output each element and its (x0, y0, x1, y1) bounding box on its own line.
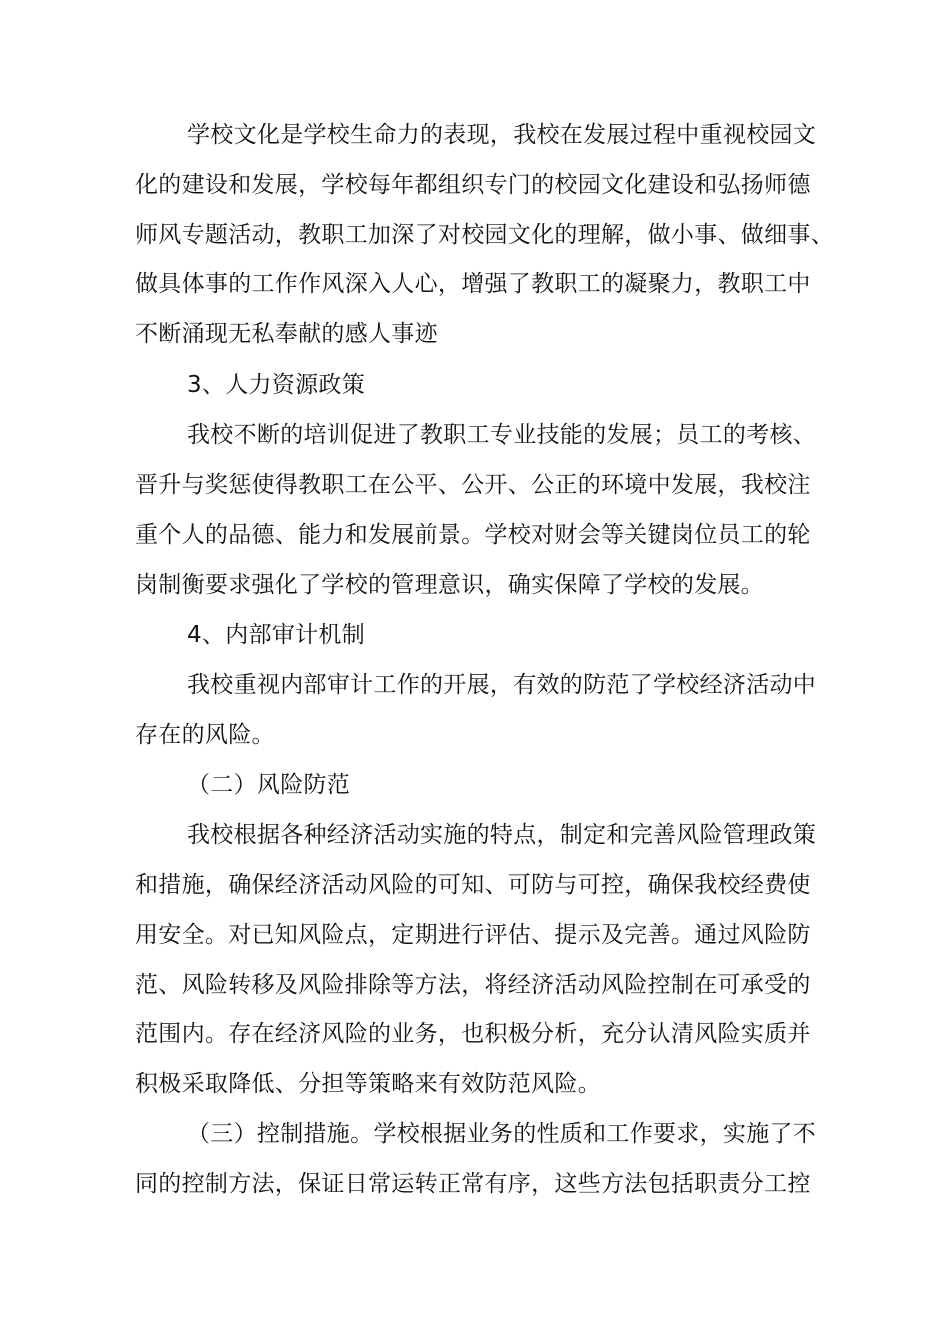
paragraph-line: 化的建设和发展，学校每年都组织专门的校园文化建设和弘扬师德 (135, 172, 811, 198)
paragraph-line: 范、风险转移及风险排除等方法，将经济活动风险控制在可承受的 (135, 972, 811, 998)
paragraph-line: 师风专题活动，教职工加深了对校园文化的理解，做小事、做细事、 (135, 222, 834, 248)
paragraph-line: 我校根据各种经济活动实施的特点，制定和完善风险管理政策 (187, 822, 817, 848)
paragraph-line: 重个人的品德、能力和发展前景。学校对财会等关键岗位员工的轮 (135, 522, 811, 548)
paragraph-line: 做具体事的工作作风深入人心，增强了教职工的凝聚力，教职工中 (135, 271, 811, 297)
section-heading: （二）风险防范 (187, 772, 351, 798)
paragraph-line: 不断涌现无私奉献的感人事迹 (135, 321, 438, 347)
section-heading: 4、内部审计机制 (187, 622, 366, 648)
paragraph-line: 范围内。存在经济风险的业务，也积极分析，充分认清风险实质并 (135, 1021, 811, 1047)
section-heading: 3、人力资源政策 (187, 372, 366, 398)
paragraph-line: 晋升与奖惩使得教职工在公平、公开、公正的环境中发展，我校注 (135, 472, 811, 498)
paragraph-line: 存在的风险。 (135, 722, 275, 748)
paragraph-line: 岗制衡要求强化了学校的管理意识，确实保障了学校的发展。 (135, 572, 765, 598)
paragraph-line: （三）控制措施。学校根据业务的性质和工作要求，实施了不 (187, 1121, 817, 1147)
paragraph-line: 学校文化是学校生命力的表现，我校在发展过程中重视校园文 (187, 122, 817, 148)
paragraph-line: 用安全。对已知风险点，定期进行评估、提示及完善。通过风险防 (135, 922, 811, 948)
paragraph-line: 我校重视内部审计工作的开展，有效的防范了学校经济活动中 (187, 672, 817, 698)
paragraph-line: 我校不断的培训促进了教职工专业技能的发展；员工的考核、 (187, 422, 817, 448)
paragraph-line: 和措施，确保经济活动风险的可知、可防与可控，确保我校经费使 (135, 872, 811, 898)
paragraph-line: 积极采取降低、分担等策略来有效防范风险。 (135, 1071, 601, 1097)
paragraph-line: 同的控制方法，保证日常运转正常有序，这些方法包括职责分工控 (135, 1171, 811, 1197)
